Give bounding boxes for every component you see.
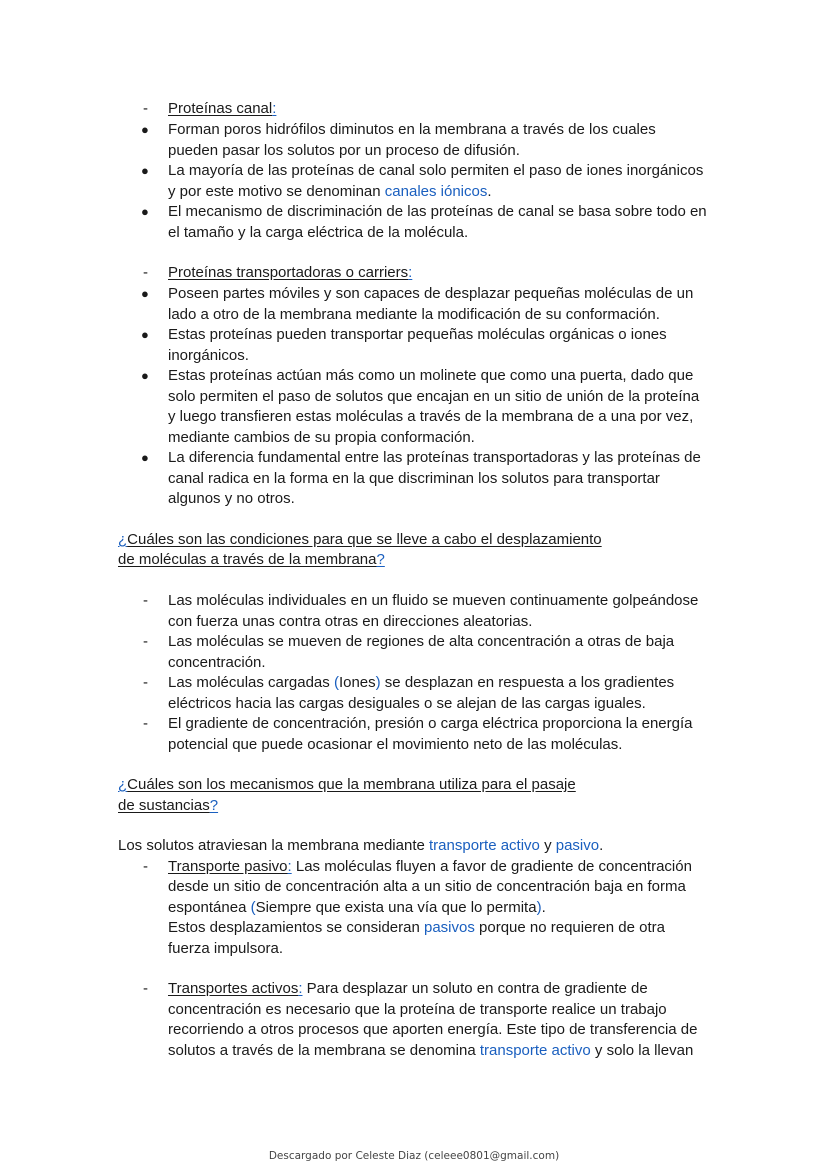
paragraph-line: Transporte pasivo: Las moléculas fluyen a favor de gradiente de concentración [168,858,692,875]
bullet-marker: ● [141,327,149,342]
bullet-marker: ● [141,368,149,383]
paragraph-line: canal radica en la forma en la que discriminan los solutos para transportar [168,470,660,487]
paragraph-line: el tamaño y la carga eléctrica de la molécula. [168,224,469,241]
question-heading-condiciones-line2: de moléculas a través de la membrana? [118,551,385,568]
paragraph-intro: Los solutos atraviesan la membrana mediante transporte activo y pasivo. [118,837,604,854]
paragraph-line: espontánea (Siempre que exista una vía que lo permita). [168,899,546,916]
paragraph-line: El mecanismo de discriminación de las proteínas de canal se basa sobre todo en [168,203,707,220]
dash-marker: - [143,633,148,650]
heading-transportes-activos: Transportes activos [168,980,299,997]
paragraph-line: y luego transfieren estas moléculas a través de la membrana de a una por vez, [168,408,694,425]
paragraph-line: Poseen partes móviles y son capaces de desplazar pequeñas moléculas de un [168,285,694,302]
dash-marker: - [143,592,148,609]
paragraph-line: mediante cambios de su propia conformación. [168,429,475,446]
bullet-marker: ● [141,286,149,301]
dash-marker: - [143,858,148,875]
paragraph-line: Transportes activos: Para desplazar un soluto en contra de gradiente de [168,980,648,997]
term-canales-ionicos: canales iónicos [384,183,488,200]
bullet-marker: ● [141,450,149,465]
question-heading-condiciones: ¿Cuáles son las condiciones para que se lleve a cabo el desplazamiento [118,531,602,548]
paragraph-line: algunos y no otros. [168,490,295,507]
paragraph-line: concentración es necesario que la proteína de transporte realice un trabajo [168,1001,667,1018]
bullet-marker: ● [141,204,149,219]
term-transporte-activo-2: transporte activo [479,1042,591,1059]
paragraph-line: con fuerza unas contra otras en direcciones aleatorias. [168,613,533,630]
paragraph-line: concentración. [168,654,266,671]
paragraph-line: El gradiente de concentración, presión o carga eléctrica proporciona la energía [168,715,693,732]
paragraph-line: Las moléculas se mueven de regiones de alta concentración a otras de baja [168,633,675,650]
paragraph-line: Las moléculas cargadas (Iones) se desplazan en respuesta a los gradientes [168,674,675,691]
paragraph-line: Estos desplazamientos se consideran pasivos porque no requieren de otra [168,919,665,936]
paragraph-line: solutos a través de la membrana se denomina transporte activo y solo la llevan [168,1042,694,1059]
dash-marker: - [143,980,148,997]
paragraph-line: Estas proteínas pueden transportar pequeñas moléculas orgánicas o iones [168,326,667,343]
dash-marker: - [143,100,148,117]
dash-marker: - [143,674,148,691]
paragraph-line: La mayoría de las proteínas de canal solo permiten el paso de iones inorgánicos [168,162,704,179]
paragraph-line: solo permiten el paso de solutos que encajan en un sitio de unión de la proteína [168,388,700,405]
heading-proteinas-transportadoras: Proteínas transportadoras o carriers: [168,264,413,281]
paragraph-line: eléctricos hacia las cargas desiguales o se alejan de las cargas iguales. [168,695,646,712]
paragraph-line: Forman poros hidrófilos diminutos en la membrana a través de los cuales [168,121,656,138]
question-heading-mecanismos: ¿Cuáles son los mecanismos que la membrana utiliza para el pasaje [118,776,576,793]
paragraph-line: fuerza impulsora. [168,940,284,957]
term-pasivos: pasivos [423,919,475,936]
paragraph-line: inorgánicos. [168,347,249,364]
heading-transporte-pasivo: Transporte pasivo [168,858,288,875]
paragraph-line: Estas proteínas actúan más como un molinete que como una puerta, dado que [168,367,694,384]
paragraph-line: y por este motivo se denominan canales iónicos. [168,183,492,200]
paragraph-line: pueden pasar los solutos por un proceso de difusión. [168,142,520,159]
download-footer: Descargado por Celeste Diaz (celeee0801@gmail.com) [268,1150,560,1162]
heading-proteinas-canal: Proteínas canal: [168,100,277,117]
bullet-marker: ● [141,163,149,178]
question-heading-mecanismos-line2: de sustancias? [118,797,219,814]
paragraph-line: La diferencia fundamental entre las proteínas transportadoras y las proteínas de [168,449,701,466]
paragraph-line: lado a otro de la membrana mediante la modificación de su conformación. [168,306,660,323]
paragraph-line: recorriendo a otros procesos que aporten energía. Este tipo de transferencia de [168,1021,698,1038]
dash-marker: - [143,715,148,732]
paragraph-line: potencial que puede ocasionar el movimiento neto de las moléculas. [168,736,623,753]
dash-marker: - [143,264,148,281]
bullet-marker: ● [141,122,149,137]
term-pasivo: pasivo [555,837,600,854]
paragraph-line: Las moléculas individuales en un fluido se mueven continuamente golpeándose [168,592,699,609]
term-transporte-activo: transporte activo [429,837,540,854]
paragraph-line: desde un sitio de concentración alta a un sitio de concentración baja en forma [168,878,686,895]
